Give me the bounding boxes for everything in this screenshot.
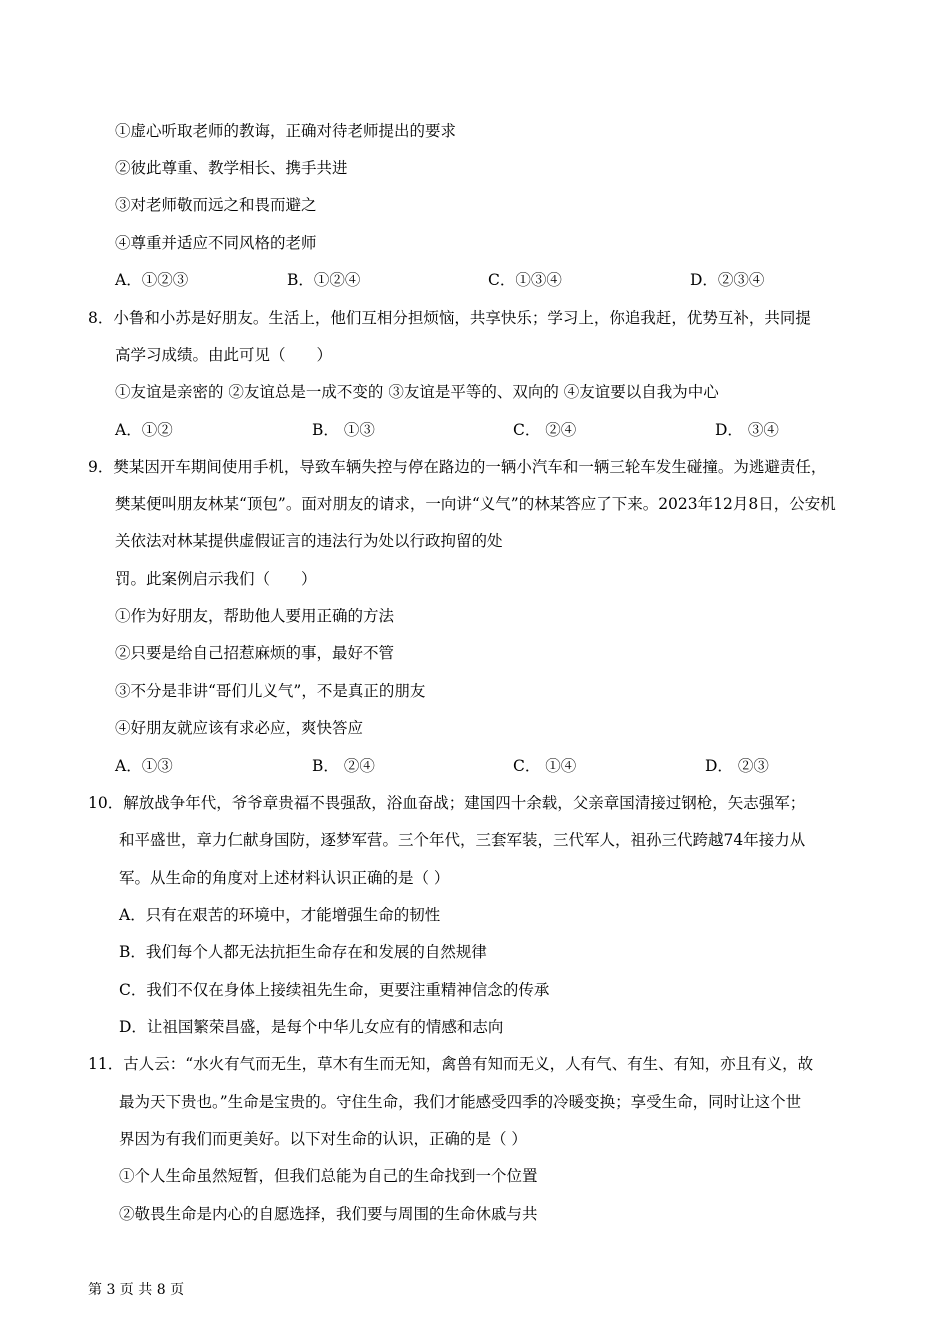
q11-item-1: ①个人生命虽然短暂，但我们总能为自己的生命找到一个位置 xyxy=(119,1167,538,1185)
q8-stem-line-1: 8．小鲁和小苏是好朋友。生活上，他们互相分担烦恼，共享快乐；学习上，你追我赶，优势互补，共同提 xyxy=(88,309,811,327)
q9-stem-line-1: 9．樊某因开车期间使用手机，导致车辆失控与停在路边的一辆小汽车和一辆三轮车发生碰撞。为逃避责任， xyxy=(88,458,827,476)
page-number: 第 3 页 共 8 页 xyxy=(88,1282,185,1298)
q9-options xyxy=(0,756,950,776)
q9-item-4: ④好朋友就应该有求必应，爽快答应 xyxy=(115,719,364,737)
q10-stem-line-3: 军。从生命的角度对上述材料认识正确的是（ ） xyxy=(119,869,450,887)
q10-option-c: C．我们不仅在身体上接续祖先生命，更要注重精神信念的传承 xyxy=(119,981,550,999)
q7-item-4: ④尊重并适应不同风格的老师 xyxy=(115,234,317,252)
q9-stem-line-4: 罚。此案例启示我们（ ） xyxy=(115,570,317,588)
q11-item-2: ②敬畏生命是内心的自愿选择，我们要与周围的生命休戚与共 xyxy=(119,1205,538,1223)
q11-stem-line-2: 最为天下贵也。”生命是宝贵的。守住生命，我们才能感受四季的冷暖变换；享受生命，同时让这个世 xyxy=(119,1093,802,1111)
q10-stem-line-2: 和平盛世，章力仁献身国防，逐梦军营。三个年代，三套军装，三代军人，祖孙三代跨越74年接力从 xyxy=(119,831,806,849)
q7-option-a: A．①②③ xyxy=(115,271,189,289)
q10-option-d: D．让祖国繁荣昌盛，是每个中华儿女应有的情感和志向 xyxy=(119,1018,504,1036)
q9-option-c: C． ①④ xyxy=(513,757,577,775)
q8-option-c: C． ②④ xyxy=(513,421,577,439)
q7-options xyxy=(0,270,950,290)
q7-option-d: D．②③④ xyxy=(690,271,765,289)
q9-stem-line-2: 樊某便叫朋友林某“顶包”。面对朋友的请求，一向讲“义气”的林某答应了下来。2023年12月8日，公安机 xyxy=(115,495,836,513)
q7-option-c: C．①③④ xyxy=(488,271,562,289)
q10-option-a: A．只有在艰苦的环境中，才能增强生命的韧性 xyxy=(119,906,441,924)
q10-stem-line-1: 10．解放战争年代，爷爷章贵福不畏强敌，浴血奋战；建国四十余载，父亲章国清接过钢枪，矢志强军； xyxy=(88,794,806,812)
q11-stem-line-3: 界因为有我们而更美好。以下对生命的认识，正确的是（ ） xyxy=(119,1130,527,1148)
q8-options xyxy=(0,420,950,440)
q7-item-1: ①虚心听取老师的教诲，正确对待老师提出的要求 xyxy=(115,122,457,140)
q9-item-2: ②只要是给自己招惹麻烦的事，最好不管 xyxy=(115,644,395,662)
q11-stem-line-1: 11．古人云：“水火有气而无生，草木有生而无知，禽兽有知而无义，人有气、有生、有知，亦且有义，故 xyxy=(88,1055,814,1073)
q8-items: ①友谊是亲密的 ②友谊总是一成不变的 ③友谊是平等的、双向的 ④友谊要以自我为中心 xyxy=(115,383,719,401)
q7-option-b: B．①②④ xyxy=(287,271,361,289)
q7-item-2: ②彼此尊重、教学相长、携手共进 xyxy=(115,159,348,177)
q9-option-b: B． ②④ xyxy=(312,757,375,775)
q8-stem-line-2: 高学习成绩。由此可见（ ） xyxy=(115,346,333,364)
q7-item-3: ③对老师敬而远之和畏而避之 xyxy=(115,196,317,214)
q8-option-a: A．①② xyxy=(115,421,173,439)
q9-option-d: D． ②③ xyxy=(705,757,769,775)
q9-option-a: A．①③ xyxy=(115,757,173,775)
q10-option-b: B．我们每个人都无法抗拒生命存在和发展的自然规律 xyxy=(119,943,487,961)
q8-option-d: D． ③④ xyxy=(715,421,779,439)
q9-item-3: ③不分是非讲“哥们儿义气”，不是真正的朋友 xyxy=(115,682,426,700)
q9-item-1: ①作为好朋友，帮助他人要用正确的方法 xyxy=(115,607,395,625)
q9-stem-line-3: 关依法对林某提供虚假证言的违法行为处以行政拘留的处 xyxy=(115,532,503,550)
q8-option-b: B． ①③ xyxy=(312,421,375,439)
